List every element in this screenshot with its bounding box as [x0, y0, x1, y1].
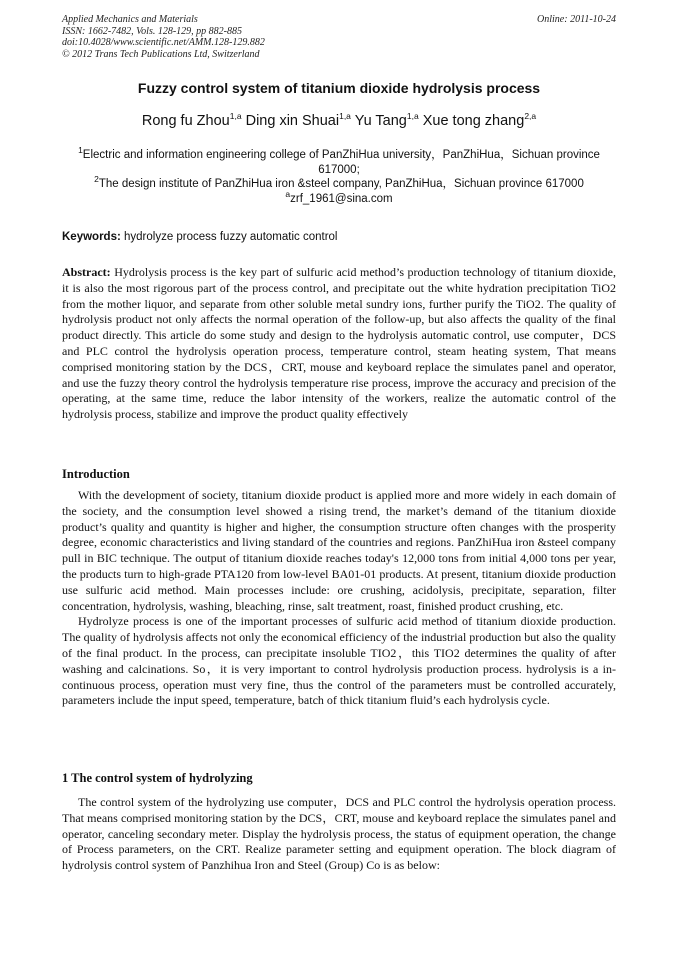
author-name: Xue tong zhang	[422, 113, 525, 129]
issn-line: ISSN: 1662-7482, Vols. 128-129, pp 882-885	[62, 25, 242, 37]
journal-name: Applied Mechanics and Materials	[62, 14, 198, 25]
author-sup: 2,a	[524, 111, 537, 122]
keywords	[62, 231, 616, 243]
abstract	[62, 265, 616, 423]
author-sup: 1,a	[406, 111, 419, 122]
author-name: Rong fu Zhou	[141, 113, 230, 129]
email-sup: a	[285, 188, 291, 199]
paragraph: Hydrolyze process is one of the important processes of sulfuric acid method of titanium dioxide production. The quality of hydrolysis affects not only the economical efficiency of the industrial production but also the quality of the final product. In the process, can precipitate insoluble TIO2，this TIO2 determines the quality of after washing and calcinations. So，it is very important to control hydrolysis production process. hydrolysis is a in-continuous process, operation must very fine, thus the control of the parameters must be controlled accurately, parameters include the input speed, temperature, batch of thick titanium fluid’s each hydrolysis cycle.	[62, 614, 616, 708]
keywords-label: Keywords:	[62, 231, 121, 243]
affiliation-sup: 1	[78, 145, 83, 156]
email-address: zrf_1961@sina.com	[290, 192, 393, 205]
introduction-heading: Introduction	[62, 467, 130, 481]
doi-line: doi:10.4028/www.scientific.net/AMM.128-129.882	[62, 37, 265, 48]
author-sup: 1,a	[229, 111, 242, 122]
affiliation-sup: 2	[94, 174, 99, 185]
abstract-text: Hydrolysis process is the key part of sulfuric acid method’s production technology of titanium dioxide, it is also the most rigorous part of the process control, and precipitate out the white hydration precipitation TiO2 from the mother liquor, and separate from other soluble metal sundry ions, further purify the TiO2. The quality of hydrolysis product not only affects the normal operation of the follow-up, but also affects the quality of the final product directly. This article do some study and design to the hydrolysis automatic control, use computer，DCS and PLC control the hydrolysis operation process, temperature control, steam heating system, That means comprised monitoring station by the DCS，CRT, mouse and keyboard replace the simulates panel and operator, and use the fuzzy theory control the hydrolysis temperature rise process, improve the accuracy and precision of the operating, at the same time, reduce the labor intensity of the workers, realize the automatic control of the hydrolysis process, stabilize and improve the product quality effectively	[62, 265, 616, 422]
paper-title: Fuzzy control system of titanium dioxide hydrolysis process	[137, 80, 541, 96]
affiliation-text: Electric and information engineering college of PanZhiHua university，PanZhiHua，Sichuan province 617000;	[82, 149, 600, 176]
affiliation-text: The design institute of PanZhiHua iron &steel company, PanZhiHua，Sichuan province 617000	[98, 178, 584, 190]
affiliation-1	[62, 145, 616, 177]
affiliation-2	[62, 174, 616, 192]
copyright-line: © 2012 Trans Tech Publications Ltd, Switzerland	[62, 48, 260, 60]
journal-header	[62, 14, 616, 60]
author-sup: 1,a	[339, 111, 351, 122]
author-name: Ding xin Shuai	[245, 113, 340, 129]
affiliations	[62, 145, 616, 206]
email-line	[62, 188, 616, 207]
author-list	[62, 113, 616, 129]
section-1-body	[62, 795, 616, 874]
keywords-text: hydrolyze process fuzzy automatic control	[120, 231, 338, 243]
introduction-body	[62, 488, 616, 709]
paragraph: The control system of the hydrolyzing use computer，DCS and PLC control the hydrolysis operation process. That means comprised monitoring station by the DCS，CRT, mouse and keyboard replace the simulates panel and operator, canceling secondary meter. Display the hydrolysis process, the status of equipment operation, the change of Process parameters, on the CRT. Realize parameter setting and equipment operation. The block diagram of hydrolysis control system of Panzhihua Iron and Steel (Group) Co is as below:	[62, 795, 616, 873]
paragraph: With the development of society, titanium dioxide product is applied more and more widely in each domain of the society, and the consumption level showed a rising trend, the market’s demand of the titanium dioxide product’s quality and quantity is higher and higher, the consumption structure often changes with the prosperity degree, economic characteristics and living standard of the countries and regions. PanZhiHua iron &steel company pull in BIC technique. The output of titanium dioxide reaches today's 12,000 tons from initial 4,000 tons per year, the products turn to high-grade PTA120 from low-level BA01-01 products. At present, titanium dioxide production use sulfuric acid method. Main processes include: ore crushing, acidolysis, precipitate, separation, filter concentration, hydrolysis, washing, bleaching, rinse, salt treatment, roast, finished product crushing, etc.	[62, 488, 616, 613]
section-1-heading: 1 The control system of hydrolyzing	[62, 771, 253, 785]
abstract-paragraph	[62, 265, 616, 423]
online-date: Online: 2011-10-24	[537, 14, 616, 25]
author-name: Yu Tang	[354, 113, 407, 129]
abstract-label: Abstract:	[62, 265, 111, 279]
